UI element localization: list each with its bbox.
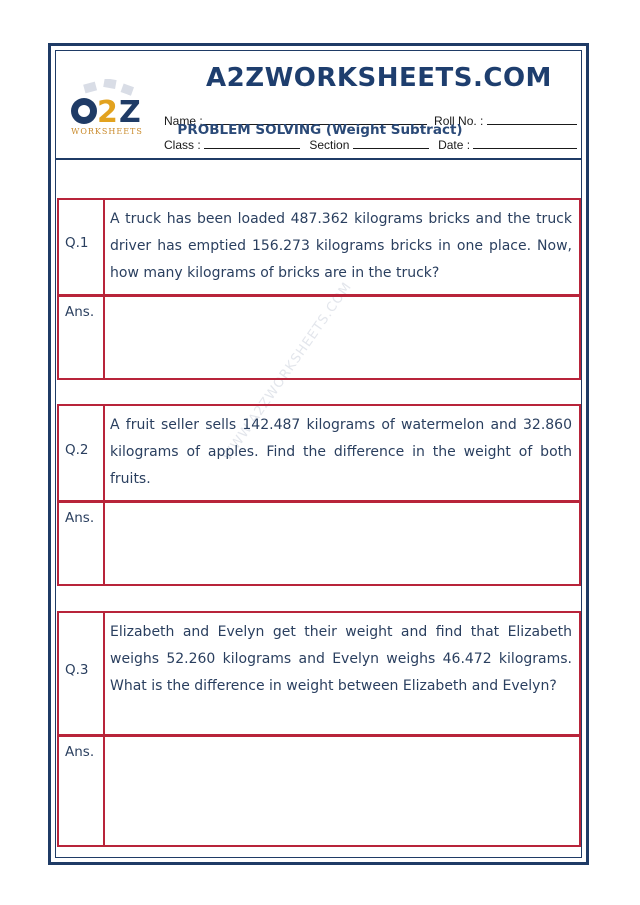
question-number: Q.2 bbox=[65, 442, 89, 458]
question-box-2 bbox=[57, 404, 581, 502]
roll-label: Roll No. : bbox=[434, 114, 484, 128]
question-text: A fruit seller sells 142.487 kilograms of watermelon and 32.860 kilograms of apples. Find the difference in the weight of both fruits. bbox=[110, 417, 572, 487]
question-label-cell bbox=[59, 406, 105, 500]
question-label-cell bbox=[59, 613, 105, 734]
date-field[interactable] bbox=[473, 137, 577, 149]
class-section-date-row bbox=[164, 137, 577, 152]
logo-wordmark: WORKSHEETS bbox=[71, 127, 143, 136]
answer-label-cell bbox=[59, 737, 105, 845]
watermark-text: WWW.A2ZWORKSHEETS.COM bbox=[220, 279, 356, 464]
class-label: Class : bbox=[164, 138, 201, 152]
answer-label-cell bbox=[59, 297, 105, 378]
answer-label: Ans. bbox=[65, 510, 95, 526]
section-heading: PROBLEM SOLVING (Weight Subtract) bbox=[177, 122, 463, 138]
answer-box-2[interactable] bbox=[57, 501, 581, 586]
question-box-1 bbox=[57, 198, 581, 296]
date-label: Date : bbox=[438, 138, 471, 152]
answer-label-cell bbox=[59, 503, 105, 584]
section-label: Section bbox=[309, 138, 350, 152]
worksheet-header bbox=[56, 51, 581, 160]
question-number: Q.3 bbox=[65, 662, 89, 678]
answer-label: Ans. bbox=[65, 744, 95, 760]
svg-text:Z: Z bbox=[119, 95, 141, 127]
question-number: Q.1 bbox=[65, 235, 89, 251]
question-text: Elizabeth and Evelyn get their weight and find that Elizabeth weighs 52.260 kilograms and Evelyn weighs 46.472 kilograms. What is the difference in weight between Elizabeth and Evelyn? bbox=[110, 624, 572, 694]
section-field[interactable] bbox=[353, 137, 429, 149]
site-title: A2ZWORKSHEETS.COM bbox=[206, 63, 552, 93]
question-label-cell bbox=[59, 200, 105, 294]
name-label: Name : bbox=[164, 114, 203, 128]
answer-box-1[interactable] bbox=[57, 295, 581, 380]
answer-label: Ans. bbox=[65, 304, 95, 320]
question-text: A truck has been loaded 487.362 kilograms bricks and the truck driver has emptied 156.273 kilograms bricks in one place. Now, how many kilograms of bricks are in the truck? bbox=[110, 211, 572, 281]
svg-text:2: 2 bbox=[97, 95, 118, 127]
a2z-logo-icon bbox=[64, 79, 150, 127]
class-field[interactable] bbox=[204, 137, 300, 149]
answer-box-3[interactable] bbox=[57, 735, 581, 847]
question-box-3 bbox=[57, 611, 581, 736]
